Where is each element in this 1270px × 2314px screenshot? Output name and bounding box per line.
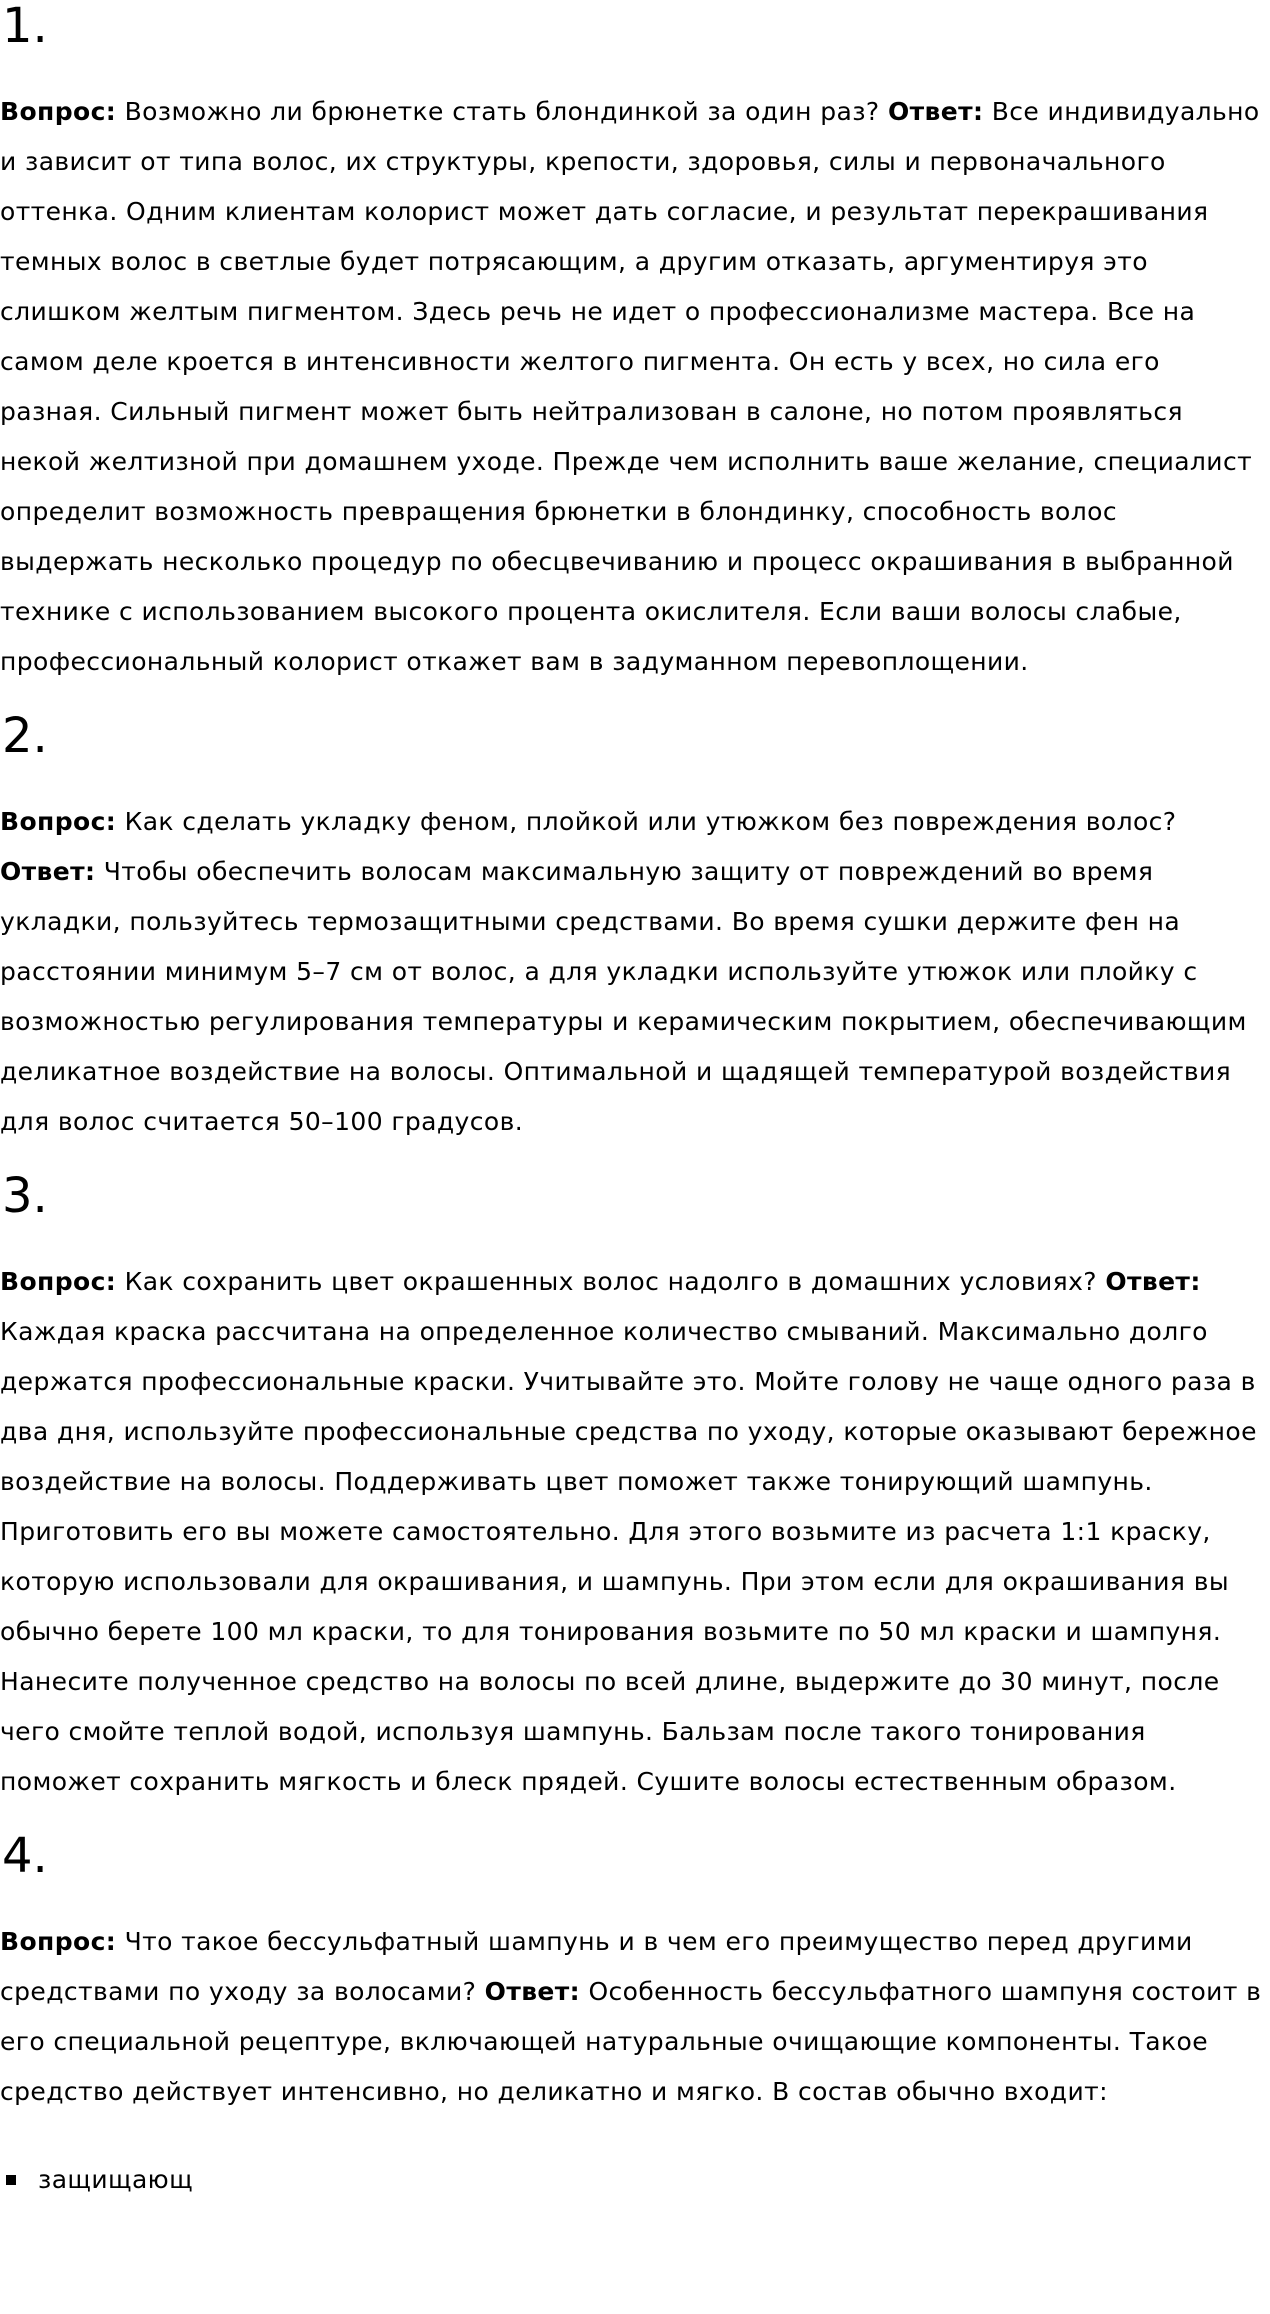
question-label: Вопрос:	[0, 807, 117, 836]
square-bullet-icon	[6, 2175, 16, 2185]
components-list	[0, 2155, 1270, 2205]
answer-text: Чтобы обеспечить волосам максимальную защиту от повреждений во время укладки, пользуйтесь термозащитными средствами. Во время сушки держите фен на расстоянии минимум 5–7 см от волос, а для укладки используйте утюжок или плойку с возможностью регулирования температуры и керамическим покрытием, обеспечивающим деликатное воздействие на волосы. Оптимальной и щадящей температурой воздействия для волос считается 50–100 градусов.	[0, 857, 1247, 1136]
answer-label: Ответ:	[1105, 1267, 1201, 1296]
question-text: Как сохранить цвет окрашенных волос надолго в домашних условиях?	[124, 1267, 1097, 1296]
question-text: Как сделать укладку феном, плойкой или утюжком без повреждения волос?	[124, 807, 1177, 836]
qa-paragraph	[0, 1257, 1270, 1807]
qa-paragraph	[0, 87, 1270, 687]
qa-section-2	[0, 708, 1270, 1147]
question-text: Что такое бессульфатный шампунь и в чем его преимущество перед другими средствами по уходу за волосами?	[0, 1927, 1193, 2006]
qa-section-4	[0, 1828, 1270, 2117]
qa-paragraph	[0, 1917, 1270, 2117]
qa-section-1	[0, 2, 1270, 687]
question-label: Вопрос:	[0, 1927, 117, 1956]
list-item	[0, 2155, 1270, 2205]
section-number: 4.	[2, 1828, 48, 1884]
answer-text: Все индивидуально и зависит от типа волос, их структуры, крепости, здоровья, силы и первоначального оттенка. Одним клиентам колорист может дать согласие, и результат перекрашивания темных волос в светлые будет потрясающим, а другим отказать, аргументируя это слишком желтым пигментом. Здесь речь не идет о профессионализме мастера. Все на самом деле кроется в интенсивности желтого пигмента. Он есть у всех, но сила его разная. Сильный пигмент может быть нейтрализован в салоне, но потом проявляться некой желтизной при домашнем уходе. Прежде чем исполнить ваше желание, специалист определит возможность превращения брюнетки в блондинку, способность волос выдержать несколько процедур по обесцвечиванию и процесс окрашивания в выбранной технике с использованием высокого процента окислителя. Если ваши волосы слабые, профессиональный колорист откажет вам в задуманном перевоплощении.	[0, 97, 1260, 676]
section-number: 2.	[2, 708, 48, 764]
qa-section-3	[0, 1168, 1270, 1807]
question-label: Вопрос:	[0, 97, 117, 126]
list-item-text: защищающ	[38, 2165, 194, 2194]
answer-label: Ответ:	[0, 857, 96, 886]
section-number: 3.	[2, 1168, 48, 1224]
question-text: Возможно ли брюнетке стать блондинкой за один раз?	[124, 97, 880, 126]
question-label: Вопрос:	[0, 1267, 117, 1296]
answer-label: Ответ:	[887, 97, 984, 126]
faq-document	[0, 2, 1270, 2205]
answer-text: Особенность бессульфатного шампуня состоит в его специальной рецептуре, включающей натуральные очищающие компоненты. Такое средство действует интенсивно, но деликатно и мягко. В состав обычно входит:	[0, 1977, 1262, 2106]
section-number: 1.	[2, 0, 48, 54]
qa-paragraph	[0, 797, 1270, 1147]
answer-label: Ответ:	[484, 1977, 581, 2006]
answer-text: Каждая краска рассчитана на определенное количество смываний. Максимально долго держатся профессиональные краски. Учитывайте это. Мойте голову не чаще одного раза в два дня, используйте профессиональные средства по уходу, которые оказывают бережное воздействие на волосы. Поддерживать цвет поможет также тонирующий шампунь. Приготовить его вы можете самостоятельно. Для этого возьмите из расчета 1:1 краску, которую использовали для окрашивания, и шампунь. При этом если для окрашивания вы обычно берете 100 мл краски, то для тонирования возьмите по 50 мл краски и шампуня. Нанесите полученное средство на волосы по всей длине, выдержите до 30 минут, после чего смойте теплой водой, используя шампунь. Бальзам после такого тонирования поможет сохранить мягкость и блеск прядей. Сушите волосы естественным образом.	[0, 1317, 1257, 1796]
